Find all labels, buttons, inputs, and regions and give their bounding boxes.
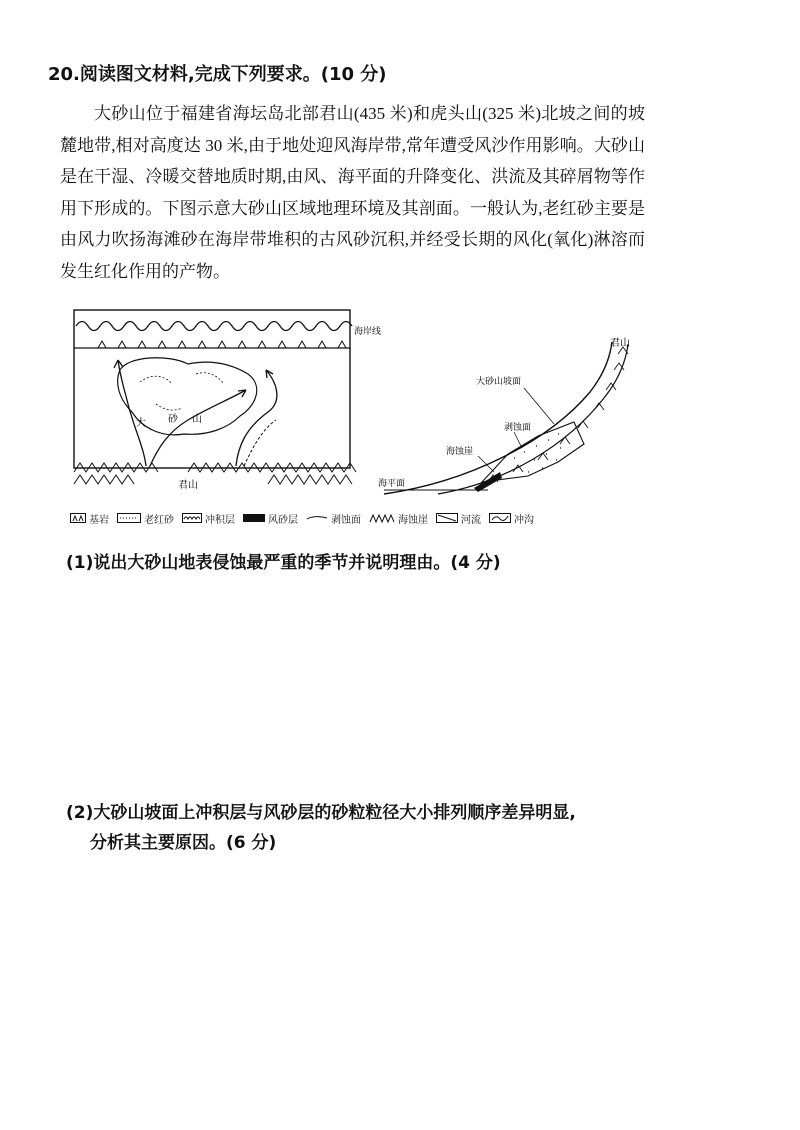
legend-item-river xyxy=(436,511,481,526)
legend-item-gully xyxy=(489,511,534,526)
junshan-slope xyxy=(384,342,612,494)
map-figure xyxy=(68,308,382,503)
legend-label: 河流 xyxy=(461,514,481,526)
erosion-surface-label: 剥蚀面 xyxy=(504,423,532,433)
aeolian-sand-icon xyxy=(243,513,265,523)
legend-item-old-red-sand xyxy=(117,511,174,526)
sea-cliff-icon xyxy=(369,513,395,523)
legend xyxy=(70,508,630,528)
sea-waves xyxy=(76,322,352,331)
answer-area-2[interactable] xyxy=(60,870,700,1110)
legend-item-aeolian-sand xyxy=(243,511,298,526)
legend-item-alluvium xyxy=(182,511,235,526)
gully-icon xyxy=(489,513,511,523)
question-title: 20.阅读图文材料,完成下列要求。(10 分) xyxy=(48,64,387,85)
profile-figure xyxy=(378,332,638,502)
slope-label: 大砂山坡面 xyxy=(476,377,522,387)
old-red-sand-icon xyxy=(117,513,141,523)
sand-mountain-char-3: 山 xyxy=(192,414,202,425)
sand-deposit xyxy=(482,422,584,482)
sand-mountain-char-1: 大 xyxy=(136,418,146,429)
legend-label: 基岩 xyxy=(89,514,109,526)
answer-area-1[interactable] xyxy=(60,580,700,780)
legend-label: 风砂层 xyxy=(268,514,298,526)
river-middle xyxy=(150,390,246,466)
legend-label: 冲积层 xyxy=(205,514,235,526)
legend-item-bedrock xyxy=(70,511,109,526)
legend-item-erosion-surface xyxy=(306,511,361,526)
gully xyxy=(244,420,276,466)
erosion-surface-icon xyxy=(306,513,328,523)
bedrock-icon xyxy=(70,513,86,523)
legend-label: 剥蚀面 xyxy=(331,514,361,526)
legend-label: 老红砂 xyxy=(144,514,174,526)
junshan-label-profile: 君山 xyxy=(610,338,630,349)
sand-mountain-char-2: 砂 xyxy=(168,414,178,425)
material-paragraph: 大砂山位于福建省海坛岛北部君山(435 米)和虎头山(325 米)北坡之间的坡麓地带,相对高度达 30 米,由于地处迎风海岸带,常年遭受风沙作用影响。大砂山是在干湿、冷暖交替地质时期,由风、海平面的升降变化、洪流及其碎屑物等作用下形成的。下图示意大砂山区域地理环境及其剖面。一般认为,老红砂主要是由风力吹扬海滩砂在海岸带堆积的古风砂沉积,并经受长期的风化(氧化)淋溶而发生红化作用的产物。 xyxy=(60,104,645,281)
sub-question-2-line-2: 分析其主要原因。(6 分) xyxy=(90,833,277,853)
sub-question-1: (1)说出大砂山地表侵蚀最严重的季节并说明理由。(4 分) xyxy=(66,553,501,573)
legend-item-sea-cliff xyxy=(369,511,428,526)
river-icon xyxy=(436,513,458,523)
alluvium-icon xyxy=(182,513,202,523)
legend-label: 冲沟 xyxy=(514,514,534,526)
sea-level-label: 海平面 xyxy=(378,479,406,489)
junshan-label-map: 君山 xyxy=(178,480,198,491)
legend-label: 海蚀崖 xyxy=(398,514,428,526)
coastline-label: 海岸线 xyxy=(354,327,382,337)
sea-cliff-marks xyxy=(98,341,346,348)
sea-cliff-label: 海蚀崖 xyxy=(446,447,474,457)
sub-question-2 xyxy=(66,798,686,858)
sub-question-2-line-1: (2)大砂山坡面上冲积层与风砂层的砂粒粒径大小排列顺序差异明显, xyxy=(66,803,576,823)
